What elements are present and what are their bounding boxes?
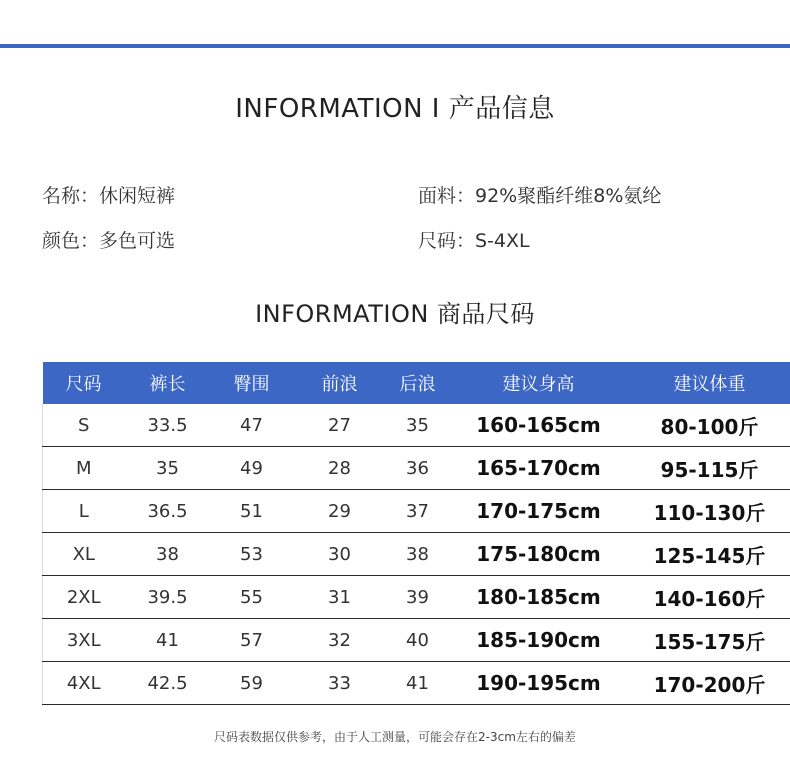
header-height: 建议身高 bbox=[449, 362, 629, 404]
cell-front-rise: 33 bbox=[293, 662, 387, 705]
cell-height: 190-195cm bbox=[449, 662, 629, 705]
cell-length: 41 bbox=[125, 619, 211, 662]
cell-back-rise: 38 bbox=[387, 533, 449, 576]
table-row bbox=[43, 447, 790, 490]
cell-front-rise: 29 bbox=[293, 490, 387, 533]
cell-length: 42.5 bbox=[125, 662, 211, 705]
table-row bbox=[43, 619, 790, 662]
header-hip: 臀围 bbox=[211, 362, 293, 404]
cell-back-rise: 41 bbox=[387, 662, 449, 705]
product-fabric: 面料：92%聚酯纤维8%氨纶 bbox=[418, 185, 662, 207]
header-size: 尺码 bbox=[43, 362, 125, 404]
cell-size: 2XL bbox=[43, 576, 125, 619]
cell-length: 35 bbox=[125, 447, 211, 490]
cell-front-rise: 32 bbox=[293, 619, 387, 662]
cell-back-rise: 36 bbox=[387, 447, 449, 490]
disclaimer-note: 尺码表数据仅供参考，由于人工测量，可能会存在2-3cm左右的偏差 bbox=[214, 730, 576, 744]
cell-length: 33.5 bbox=[125, 404, 211, 447]
cell-back-rise: 35 bbox=[387, 404, 449, 447]
cell-hip: 57 bbox=[211, 619, 293, 662]
cell-size: S bbox=[43, 404, 125, 447]
cell-height: 165-170cm bbox=[449, 447, 629, 490]
cell-size: M bbox=[43, 447, 125, 490]
cell-hip: 55 bbox=[211, 576, 293, 619]
cell-size: XL bbox=[43, 533, 125, 576]
cell-length: 36.5 bbox=[125, 490, 211, 533]
cell-length: 39.5 bbox=[125, 576, 211, 619]
header-front-rise: 前浪 bbox=[293, 362, 387, 404]
cell-front-rise: 28 bbox=[293, 447, 387, 490]
top-accent-rule bbox=[0, 44, 790, 48]
cell-hip: 47 bbox=[211, 404, 293, 447]
cell-weight: 95-115斤 bbox=[629, 447, 790, 490]
cell-weight: 155-175斤 bbox=[629, 619, 790, 662]
table-row bbox=[43, 576, 790, 619]
cell-hip: 59 bbox=[211, 662, 293, 705]
size-section-title: INFORMATION 商品尺码 bbox=[255, 300, 535, 328]
cell-hip: 49 bbox=[211, 447, 293, 490]
product-name: 名称：休闲短裤 bbox=[42, 185, 176, 207]
cell-height: 170-175cm bbox=[449, 490, 629, 533]
cell-weight: 170-200斤 bbox=[629, 662, 790, 705]
cell-weight: 125-145斤 bbox=[629, 533, 790, 576]
cell-size: L bbox=[43, 490, 125, 533]
table-row bbox=[43, 404, 790, 447]
cell-back-rise: 39 bbox=[387, 576, 449, 619]
cell-back-rise: 37 bbox=[387, 490, 449, 533]
cell-height: 160-165cm bbox=[449, 404, 629, 447]
cell-front-rise: 27 bbox=[293, 404, 387, 447]
table-row bbox=[43, 490, 790, 533]
size-table-header-row bbox=[43, 362, 790, 404]
product-info-title: INFORMATION I 产品信息 bbox=[235, 94, 555, 124]
cell-front-rise: 30 bbox=[293, 533, 387, 576]
cell-height: 175-180cm bbox=[449, 533, 629, 576]
cell-height: 180-185cm bbox=[449, 576, 629, 619]
cell-weight: 110-130斤 bbox=[629, 490, 790, 533]
cell-front-rise: 31 bbox=[293, 576, 387, 619]
size-table bbox=[42, 362, 790, 705]
product-size-range: 尺码：S-4XL bbox=[418, 230, 530, 252]
cell-size: 4XL bbox=[43, 662, 125, 705]
cell-weight: 80-100斤 bbox=[629, 404, 790, 447]
cell-hip: 51 bbox=[211, 490, 293, 533]
cell-back-rise: 40 bbox=[387, 619, 449, 662]
header-weight: 建议体重 bbox=[629, 362, 790, 404]
header-length: 裤长 bbox=[125, 362, 211, 404]
cell-hip: 53 bbox=[211, 533, 293, 576]
table-row bbox=[43, 533, 790, 576]
cell-length: 38 bbox=[125, 533, 211, 576]
cell-size: 3XL bbox=[43, 619, 125, 662]
header-back-rise: 后浪 bbox=[387, 362, 449, 404]
cell-weight: 140-160斤 bbox=[629, 576, 790, 619]
table-row bbox=[43, 662, 790, 705]
product-color: 颜色：多色可选 bbox=[42, 230, 176, 252]
cell-height: 185-190cm bbox=[449, 619, 629, 662]
